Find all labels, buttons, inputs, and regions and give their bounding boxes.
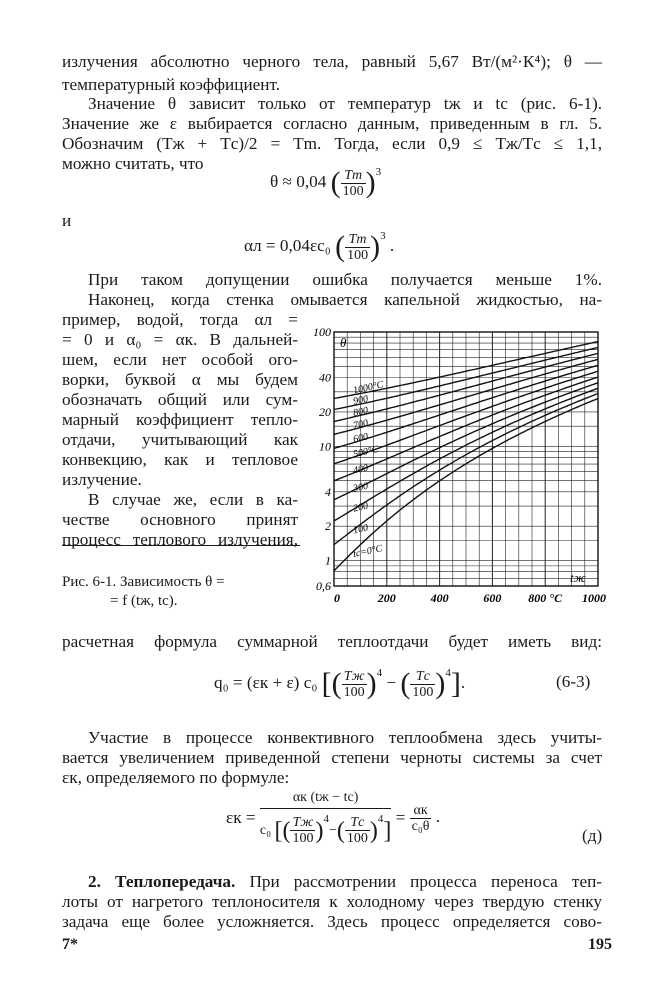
- text-line: конвекцию, как и тепловое: [62, 450, 298, 469]
- x-tick-label: 400: [430, 591, 449, 605]
- y-tick-label: 2: [325, 519, 331, 534]
- x-tick-label: 800 °С: [528, 591, 563, 605]
- series-label: 100: [352, 522, 370, 537]
- text-line: В случае же, если в ка-: [88, 490, 298, 509]
- y-tick-label: 40: [319, 370, 331, 385]
- text-line: и: [62, 211, 72, 230]
- figure-caption-line2: = f (tж, tс).: [110, 593, 178, 609]
- series-label: 800: [352, 405, 370, 419]
- text-line: = 0 и α₀ = αк. В дальней-: [62, 330, 298, 349]
- text-line: ворки, буквой α мы будем: [62, 370, 298, 389]
- series-label: 1000°С: [352, 379, 385, 397]
- x-tick-label: 200: [377, 591, 396, 605]
- text-line: При рассмотрении процесса переноса теп-: [249, 872, 602, 891]
- text-line: Значение θ зависит только от температур tж и tс (рис. 6-1).: [88, 94, 602, 113]
- text-line: Участие в процессе конвективного теплообмена здесь учиты-: [88, 728, 602, 747]
- text-line: задача еще более усложняется. Здесь процесс определяется сово-: [62, 912, 602, 931]
- y-tick-label: 1: [325, 553, 331, 568]
- y-axis-label: θ: [340, 335, 347, 351]
- y-tick-label: 10: [319, 439, 331, 454]
- text-line: излучение.: [62, 470, 142, 489]
- text-line: честве основного принят: [62, 510, 298, 529]
- x-axis-label: tж: [570, 570, 586, 585]
- text-line: излучения абсолютно черного тела, равный 5,67 Вт/(м²·К⁴); θ —: [62, 52, 602, 71]
- series-label: tс=0°С: [352, 543, 384, 561]
- text-line: лоты от нагретого теплоносителя к холодному через твердую стенку: [62, 892, 602, 911]
- text-line: процесс теплового излучения,: [62, 530, 298, 549]
- theta-chart: [312, 318, 612, 608]
- text-line: отдачи, учитывающий как: [62, 430, 298, 449]
- text-line: Значение же ε выбирается согласно данным, приведенным в гл. 5.: [62, 114, 602, 133]
- text-line: Наконец, когда стенка омывается капельной жидкостью, на-: [88, 290, 602, 309]
- text-line: пример, водой, тогда αл =: [62, 310, 298, 329]
- formula-theta: θ ≈ 0,04 ( $\frac{Tm}{100}$ )$^3$: [270, 166, 382, 200]
- section-paragraph-start: [88, 872, 602, 892]
- series-label: 700: [352, 417, 370, 432]
- formula-tag: (д): [582, 826, 603, 845]
- text-line: При таком допущении ошибка получается меньше 1%.: [88, 270, 602, 289]
- footer-signature: 7*: [62, 936, 78, 953]
- x-tick-label: 0: [334, 591, 340, 605]
- text-line: шем, если нет особой ого-: [62, 350, 298, 369]
- series-label: 500°С: [352, 444, 380, 461]
- x-tick-label: 1000: [582, 591, 606, 605]
- formula-tag: (6-3): [556, 672, 591, 691]
- series-label: 900: [352, 393, 370, 408]
- y-tick-label: 100: [313, 325, 331, 339]
- series-label: 600: [352, 431, 370, 446]
- text-line: можно считать, что: [62, 154, 204, 173]
- divider: [62, 545, 300, 546]
- text-line: температурный коэффициент.: [62, 75, 280, 94]
- x-tick-label: 600: [483, 591, 502, 605]
- text-line: расчетная формула суммарной теплоотдачи будет иметь вид:: [62, 632, 602, 651]
- text-line: обозначать общий или сум-: [62, 390, 298, 409]
- formula-alpha-l: αл = 0,04εc₀ ( $\frac{Tm}{100}$ )$^3$ .: [244, 230, 395, 264]
- text-line: вается увеличением приведенной степени черноты системы за счет: [62, 748, 602, 767]
- series-label: 200: [352, 500, 370, 515]
- y-tick-label: 4: [325, 484, 331, 499]
- series-label: 400: [352, 462, 370, 477]
- formula-q0: q₀ = (εк + ε) c₀ [( $\frac{Tж}{100}$ )$^4$ − ( $\frac{Tс}{100}$ )$^4$].: [214, 667, 466, 701]
- figure-caption-line1: Рис. 6-1. Зависимость θ =: [62, 574, 225, 590]
- formula-epsilon-k: εк = αк (tж − tс) c₀ [( $\frac{Tж}{100}$ )$^4$−( $\frac{Tс}{100}$ )$^4$] = $\frac{\alpha к}{\text{c₀θ}}$ .: [226, 790, 441, 847]
- y-tick-label: 20: [319, 404, 331, 419]
- series-label: 300: [352, 480, 370, 495]
- text-line: Обозначим (Tж + Tс)/2 = Tm. Тогда, если 0,9 ≤ Tж/Tс ≤ 1,1,: [62, 134, 602, 153]
- text-line: εк, определяемого по формуле:: [62, 768, 290, 787]
- text-line: марный коэффициент тепло-: [62, 410, 298, 429]
- section-title: 2. Теплопередача.: [88, 872, 236, 891]
- y-tick-label: 0,6: [316, 579, 331, 593]
- page-number: 195: [588, 936, 612, 953]
